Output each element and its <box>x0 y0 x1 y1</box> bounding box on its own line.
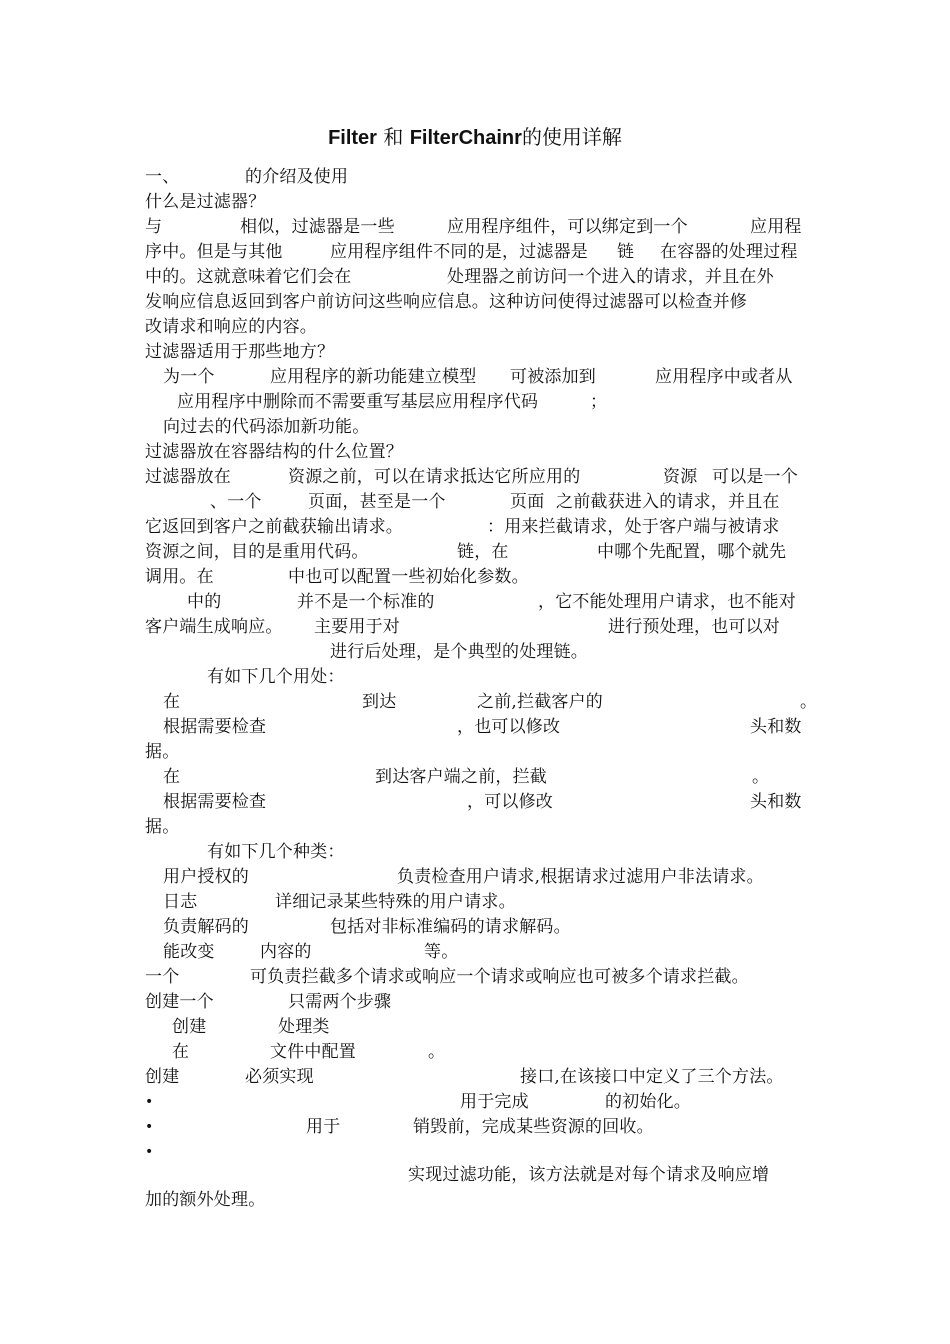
text-line <box>0 665 950 690</box>
text-line <box>0 590 950 615</box>
text-segment: 创建 <box>172 1017 207 1037</box>
text-segment: ，也可以修改 <box>457 717 561 737</box>
text-segment: 包括对非标准编码的请求解码。 <box>330 917 571 937</box>
text-segment: 可以是一个 <box>712 467 798 487</box>
text-line <box>0 1188 950 1213</box>
text-segment: 有如下几个种类： <box>207 842 345 862</box>
text-line <box>0 815 950 840</box>
text-segment: 实现过滤功能，该方法就是对每个请求及响应增 <box>408 1165 770 1185</box>
text-segment: 调用。在 <box>145 567 214 587</box>
text-segment: 链 <box>617 242 635 262</box>
text-segment: 。 <box>752 767 770 787</box>
text-line <box>0 190 950 215</box>
title-part: 和 <box>383 125 404 149</box>
text-segment: 销毁前，完成某些资源的回收。 <box>413 1117 654 1137</box>
text-line <box>0 890 950 915</box>
text-segment: 处理器之前访问一个进入的请求，并且在外 <box>447 267 774 287</box>
text-segment: 只需两个步骤 <box>288 992 392 1012</box>
text-segment: 应用程序的新功能建立模型 <box>270 367 477 387</box>
text-segment: 一、 <box>145 167 180 187</box>
text-segment: 应用程 <box>750 217 802 237</box>
text-segment: 创建 <box>145 1067 180 1087</box>
text-segment: 到达客户端之前，拦截 <box>375 767 547 787</box>
text-line <box>0 215 950 240</box>
text-line <box>0 415 950 440</box>
text-segment: 中的。这就意味着它们会在 <box>145 267 352 287</box>
text-segment: ，它不能处理用户请求，也不能对 <box>538 592 796 612</box>
text-line <box>0 490 950 515</box>
text-segment: 负责检查用户请求,根据请求过滤用户非法请求。 <box>397 867 764 887</box>
text-line <box>0 915 950 940</box>
text-segment: 的初始化。 <box>605 1092 691 1112</box>
text-segment: 中哪个先配置，哪个就先 <box>597 542 787 562</box>
text-line <box>0 1115 950 1140</box>
text-line <box>0 240 950 265</box>
title-part: Filter <box>328 127 377 149</box>
text-line <box>0 565 950 590</box>
text-line <box>0 1040 950 1065</box>
text-segment: 在容器的处理过程 <box>660 242 798 262</box>
text-segment: 页面，甚至是一个 <box>308 492 446 512</box>
text-segment: 用于完成 <box>460 1092 529 1112</box>
text-line <box>0 1015 950 1040</box>
page-title <box>0 124 950 151</box>
text-segment: 序中。但是与其他 <box>145 242 283 262</box>
text-segment: 。 <box>428 1042 446 1062</box>
text-segment: 资源之间，目的是重用代码。 <box>145 542 369 562</box>
text-segment: 到达 <box>362 692 397 712</box>
text-line <box>0 315 950 340</box>
text-segment: 一个 <box>145 967 180 987</box>
text-segment: ，可以修改 <box>467 792 553 812</box>
text-segment: 。 <box>800 692 818 712</box>
text-segment: 日志 <box>163 892 198 912</box>
text-segment: 必须实现 <box>245 1067 314 1087</box>
text-segment: 应用程序中或者从 <box>655 367 793 387</box>
text-line <box>0 165 950 190</box>
text-segment: 在 <box>172 1042 190 1062</box>
text-line <box>0 290 950 315</box>
text-segment: 用户授权的 <box>163 867 249 887</box>
text-segment: 根据需要检查 <box>163 717 267 737</box>
text-segment: 能改变 <box>163 942 215 962</box>
text-segment: 客户端生成响应。 <box>145 617 283 637</box>
text-segment: 主要用于对 <box>314 617 400 637</box>
text-line <box>0 390 950 415</box>
text-segment: 、一个 <box>210 492 262 512</box>
text-segment: 之前,拦截客户的 <box>477 692 604 712</box>
text-segment: 详细记录某些特殊的用户请求。 <box>275 892 516 912</box>
text-line <box>0 740 950 765</box>
text-segment: 它返回到客户之前截获输出请求。 <box>145 517 403 537</box>
text-line <box>0 265 950 290</box>
text-segment: 在 <box>163 692 181 712</box>
text-line <box>0 715 950 740</box>
text-segment: 根据需要检查 <box>163 792 267 812</box>
text-line <box>0 365 950 390</box>
text-segment: 过滤器放在 <box>145 467 231 487</box>
text-line <box>0 1163 950 1188</box>
text-line <box>0 540 950 565</box>
text-segment: 据。 <box>145 742 180 762</box>
text-line <box>0 440 950 465</box>
bullet-marker: • <box>145 1144 154 1160</box>
text-line <box>0 990 950 1015</box>
text-segment: 为一个 <box>163 367 215 387</box>
text-line <box>0 690 950 715</box>
text-segment: 应用程序组件，可以绑定到一个 <box>447 217 688 237</box>
text-segment: 等。 <box>424 942 459 962</box>
text-segment: 内容的 <box>260 942 312 962</box>
text-segment: 可被添加到 <box>510 367 596 387</box>
text-line <box>0 615 950 640</box>
bullet-marker: • <box>145 1094 154 1110</box>
text-segment: 过滤器适用于那些地方？ <box>145 342 335 362</box>
text-line <box>0 865 950 890</box>
text-segment: 什么是过滤器？ <box>145 192 266 212</box>
text-segment: 中也可以配置一些初始化参数。 <box>288 567 529 587</box>
text-line <box>0 465 950 490</box>
text-segment: 处理类 <box>278 1017 330 1037</box>
text-line <box>0 1090 950 1115</box>
text-line <box>0 515 950 540</box>
text-segment: 与 <box>145 217 163 237</box>
text-segment: 据。 <box>145 817 180 837</box>
title-part: FilterChainr <box>409 127 522 149</box>
text-segment: 在 <box>163 767 181 787</box>
text-segment: 创建一个 <box>145 992 214 1012</box>
text-segment: 进行预处理，也可以对 <box>608 617 780 637</box>
text-segment: 加的额外处理。 <box>145 1190 266 1210</box>
text-line <box>0 940 950 965</box>
text-segment: 发响应信息返回到客户前访问这些响应信息。这种访问使得过滤器可以检查并修 <box>145 292 747 312</box>
text-line <box>0 790 950 815</box>
text-segment: 并不是一个标准的 <box>297 592 435 612</box>
text-segment: 中的 <box>187 592 222 612</box>
text-line <box>0 965 950 990</box>
text-segment: 相似，过滤器是一些 <box>240 217 395 237</box>
text-segment: 向过去的代码添加新功能。 <box>163 417 370 437</box>
text-segment: 头和数 <box>750 717 802 737</box>
text-line <box>0 1140 950 1165</box>
text-segment: 进行后处理，是个典型的处理链。 <box>330 642 588 662</box>
text-segment: 过滤器放在容器结构的什么位置？ <box>145 442 403 462</box>
text-segment: 改请求和响应的内容。 <box>145 317 317 337</box>
text-segment: 资源 <box>663 467 698 487</box>
text-segment: 可负责拦截多个请求或响应一个请求或响应也可被多个请求拦截。 <box>250 967 749 987</box>
text-line <box>0 1065 950 1090</box>
text-segment: 接口,在该接口中定义了三个方法。 <box>520 1067 784 1087</box>
text-segment: ； <box>590 392 608 412</box>
text-segment: 负责解码的 <box>163 917 249 937</box>
bullet-marker: • <box>145 1119 154 1135</box>
text-segment: 之前截获进入的请求，并且在 <box>556 492 780 512</box>
text-segment: ：用来拦截请求，处于客户端与被请求 <box>487 517 780 537</box>
text-segment: 资源之前，可以在请求抵达它所应用的 <box>288 467 581 487</box>
text-segment: 头和数 <box>750 792 802 812</box>
text-segment: 页面 <box>510 492 545 512</box>
text-segment: 链，在 <box>457 542 509 562</box>
text-line <box>0 765 950 790</box>
title-part: 的使用详解 <box>521 125 622 149</box>
text-segment: 的介绍及使用 <box>245 167 349 187</box>
text-segment: 有如下几个用处： <box>207 667 345 687</box>
text-segment: 应用程序中删除而不需要重写基层应用程序代码 <box>177 392 539 412</box>
text-line <box>0 840 950 865</box>
text-segment: 应用程序组件不同的是，过滤器是 <box>330 242 588 262</box>
text-segment: 文件中配置 <box>270 1042 356 1062</box>
text-line <box>0 640 950 665</box>
text-segment: 用于 <box>306 1117 341 1137</box>
text-line <box>0 340 950 365</box>
